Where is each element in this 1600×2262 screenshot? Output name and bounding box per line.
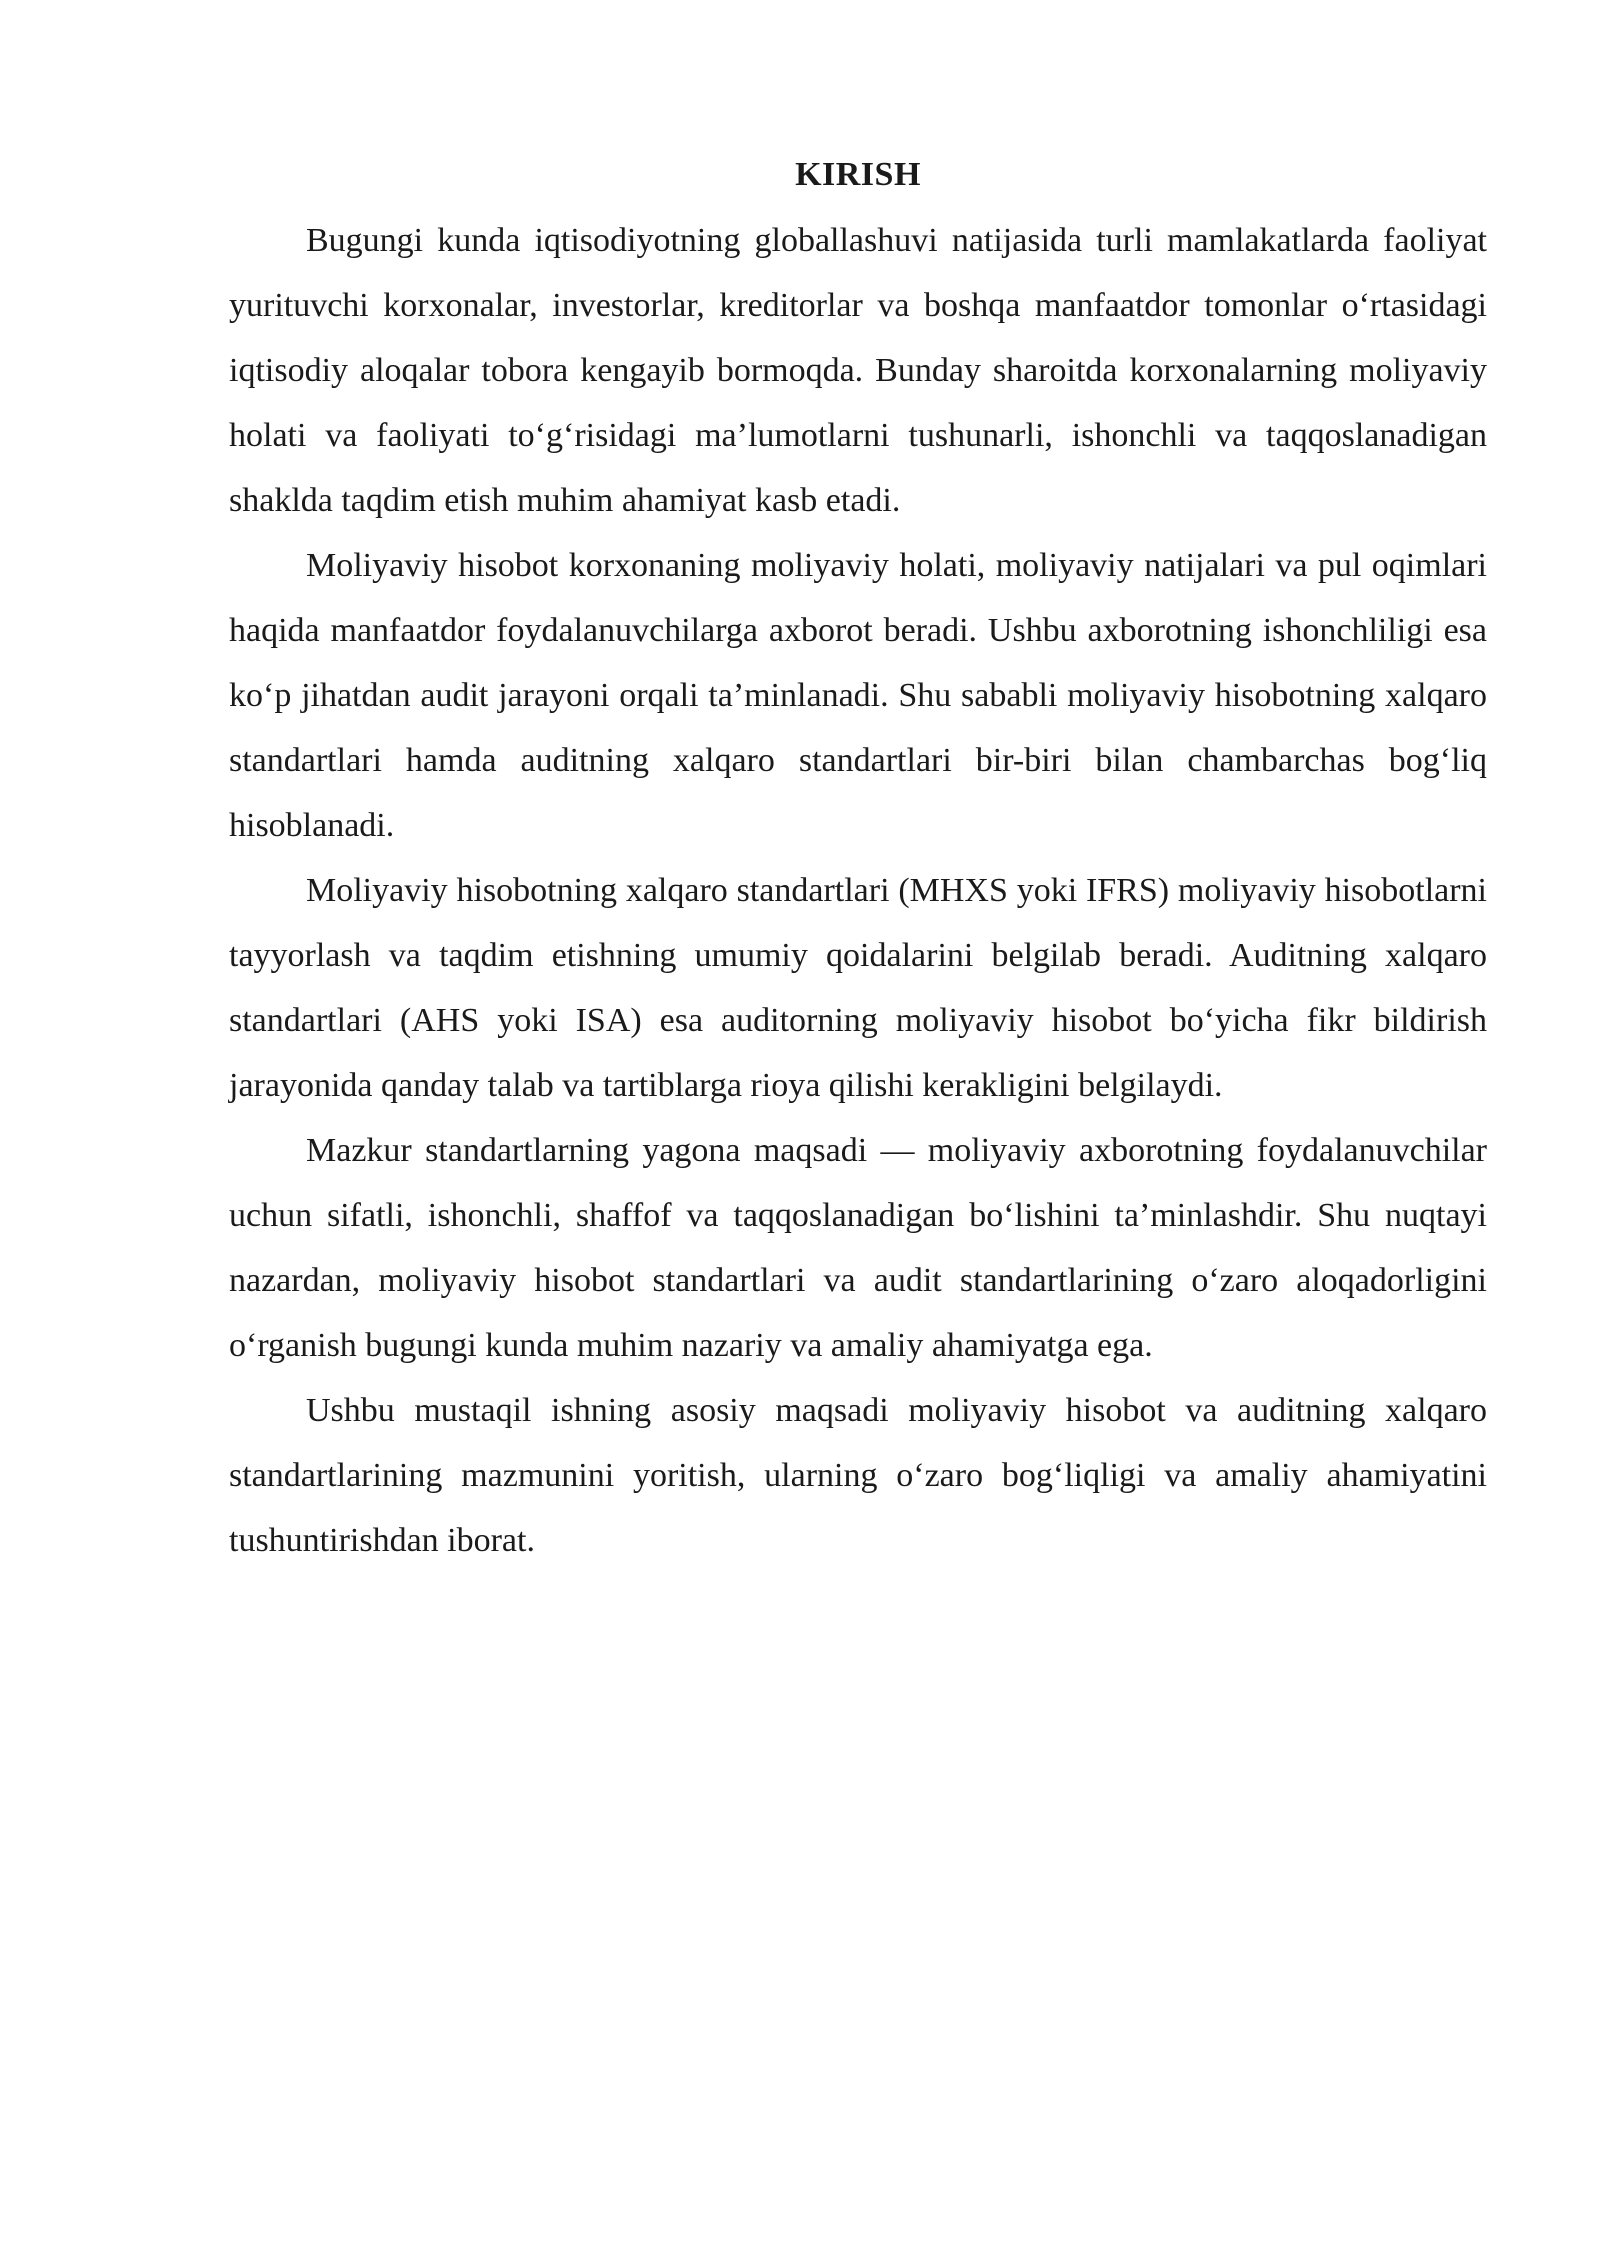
document-body: [229, 145, 1487, 1573]
paragraph-1: Bugungi kunda iqtisodiyotning globallashuvi natijasida turli mamlakatlarda faoliyat yurituvchi korxonalar, investorlar, kreditorlar va boshqa manfaatdor tomonlar o‘rtasidagi iqtisodiy aloqalar tobora kengayib bormoqda. Bunday sharoitda korxonalarning moliyaviy holati va faoliyati to‘g‘risidagi ma’lumotlarni tushunarli, ishonchli va taqqoslanadigan shaklda taqdim etish muhim ahamiyat kasb etadi.: [229, 222, 1487, 519]
paragraph-2: Moliyaviy hisobot korxonaning moliyaviy holati, moliyaviy natijalari va pul oqimlari haqida manfaatdor foydalanuvchilarga axborot beradi. Ushbu axborotning ishonchliligi esa ko‘p jihatdan audit jarayoni orqali ta’minlanadi. Shu sababli moliyaviy hisobotning xalqaro standartlari hamda auditning xalqaro standartlari bir-biri bilan chambarchas bog‘liq hisoblanadi.: [229, 547, 1487, 844]
paragraph-3: Moliyaviy hisobotning xalqaro standartlari (MHXS yoki IFRS) moliyaviy hisobotlarni tayyorlash va taqdim etishning umumiy qoidalarini belgilab beradi. Auditning xalqaro standartlari (AHS yoki ISA) esa auditorning moliyaviy hisobot bo‘yicha fikr bildirish jarayonida qanday talab va tartiblarga rioya qilishi kerakligini belgilaydi.: [229, 872, 1487, 1104]
section-title: KIRISH: [795, 156, 921, 193]
paragraph-5: Ushbu mustaqil ishning asosiy maqsadi moliyaviy hisobot va auditning xalqaro standartlarining mazmunini yoritish, ularning o‘zaro bog‘liqligi va amaliy ahamiyatini tushuntirishdan iborat.: [229, 1392, 1487, 1559]
paragraph-4: Mazkur standartlarning yagona maqsadi — moliyaviy axborotning foydalanuvchilar uchun sifatli, ishonchli, shaffof va taqqoslanadigan bo‘lishini ta’minlashdir. Shu nuqtayi nazardan, moliyaviy hisobot standartlari va audit standartlarining o‘zaro aloqadorligini o‘rganish bugungi kunda muhim nazariy va amaliy ahamiyatga ega.: [229, 1132, 1487, 1364]
